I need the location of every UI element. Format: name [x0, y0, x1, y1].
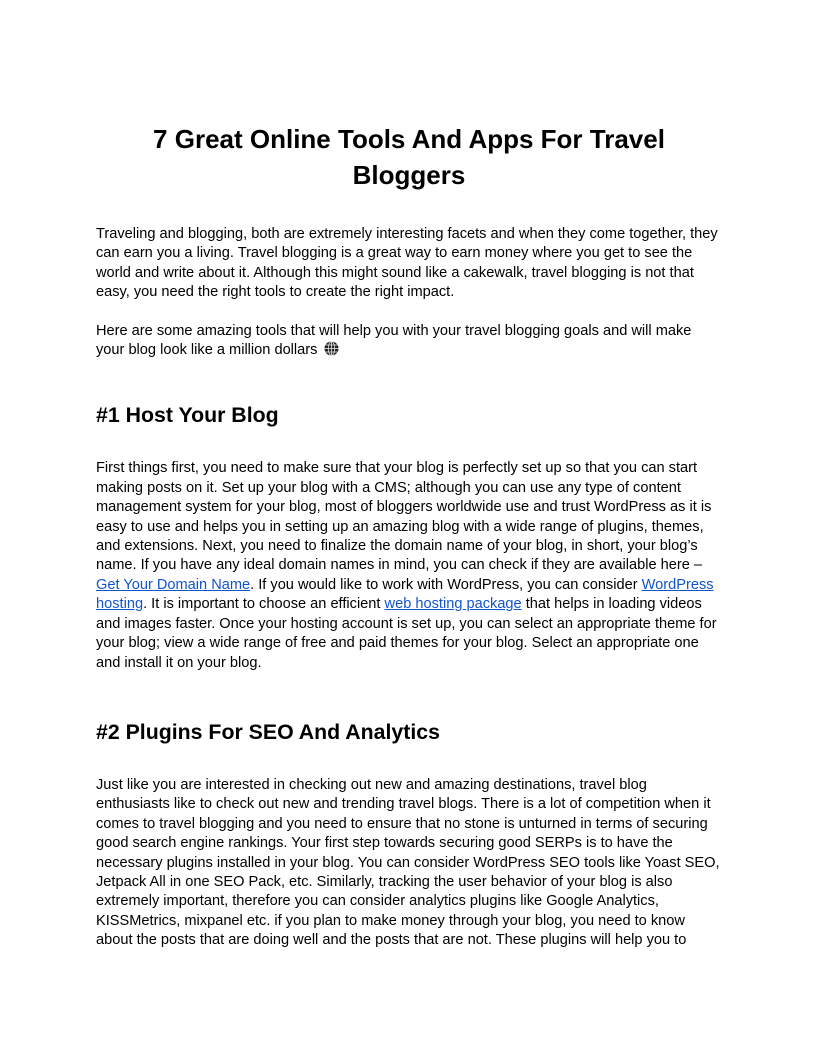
document-page: [96, 0, 722, 951]
intro-paragraph-2-text: Here are some amazing tools that will help you with your travel blogging goals and will make your blog look like a million dollars: [96, 322, 692, 359]
host-text-3: . It is important to choose an efficient: [143, 596, 381, 613]
section-heading-host-your-blog: #1 Host Your Blog: [96, 403, 279, 428]
section-heading-plugins-seo-analytics: #2 Plugins For SEO And Analytics: [96, 719, 440, 744]
globe-icon: [324, 341, 339, 356]
host-text-1: First things first, you need to make sure that your blog is perfectly set up so that you can start making posts on it. Set up your blog with a CMS; although you can use any type of content management system for your blog, most of bloggers worldwide use and trust WordPress as it is easy to use and helps you in setting up an amazing blog with a wide range of plugins, themes, and extensions. Next, you need to finalize the domain name of your blog, in short, your blog’s name. If you have any ideal domain names in mind, you can check if they are available here –: [96, 460, 712, 574]
web-hosting-package-link[interactable]: web hosting package: [384, 596, 522, 613]
intro-paragraph: Traveling and blogging, both are extremely interesting facets and when they come together, they can earn you a living. Travel blogging is a great way to earn money where you get to see the world and write about it. Although this might sound like a cakewalk, travel blogging is not that easy, you need the right tools to create the right impact.: [96, 226, 718, 301]
get-your-domain-name-link[interactable]: Get Your Domain Name: [96, 576, 251, 593]
wordpress-hosting-link[interactable]: WordPress hosting: [96, 576, 714, 613]
section-paragraph-plugins-seo-analytics: Just like you are interested in checking out new and amazing destinations, travel blog enthusiasts like to check out new and trending travel blogs. There is a lot of competition when it comes to travel blogging and you need to ensure that no stone is unturned in terms of securing good search engine rankings. Your first step towards securing good SERPs is to have the necessary plugins installed in your blog. You can consider WordPress SEO tools like Yoast SEO, Jetpack All in one SEO Pack, etc. Similarly, tracking the user behavior of your blog is also extremely important, therefore you can consider analytics plugins like Google Analytics, KISSMetrics, mixpanel etc. if you plan to make money through your blog, you need to know about the posts that are doing well and the posts that are not. These plugins will help you to: [96, 776, 720, 949]
intro-paragraph-2: [96, 322, 722, 361]
host-text-4: that helps in loading videos and images faster. Once your hosting account is set up, you can select an appropriate theme for your blog; view a wide range of free and paid themes for your blog. Select an appropriate one and install it on your blog.: [96, 596, 717, 671]
document-title: 7 Great Online Tools And Apps For Travel Bloggers: [153, 124, 665, 190]
section-paragraph-host-your-blog: [96, 459, 722, 672]
host-text-2: . If you would like to work with WordPress, you can consider: [250, 576, 638, 593]
